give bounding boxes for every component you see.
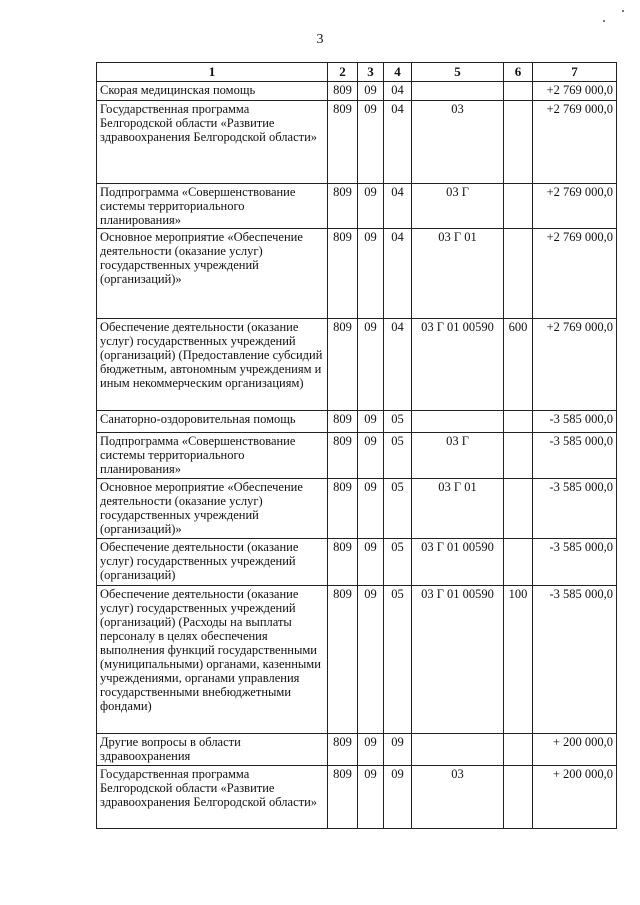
column-header: 6 (504, 63, 533, 82)
row-department-code: 809 (328, 734, 358, 766)
table-row (97, 82, 617, 101)
row-department-code: 809 (328, 586, 358, 734)
row-section-code: 09 (358, 82, 384, 101)
row-section-code: 09 (358, 319, 384, 411)
row-target-article: 03 Г (412, 433, 504, 479)
row-subsection-code: 05 (384, 586, 412, 734)
table-row (97, 319, 617, 411)
row-name: Основное мероприятие «Обеспечение деятельности (оказание услуг) государственных учреждений (организаций)» (97, 229, 328, 319)
row-amount: + 200 000,0 (533, 766, 617, 829)
row-name: Подпрограмма «Совершенствование системы территориального планирования» (97, 184, 328, 229)
row-name: Государственная программа Белгородской области «Развитие здравоохранения Белгородской области» (97, 101, 328, 184)
row-target-article: 03 Г 01 00590 (412, 586, 504, 734)
row-amount: -3 585 000,0 (533, 433, 617, 479)
row-department-code: 809 (328, 411, 358, 433)
row-expense-type (504, 411, 533, 433)
table-row (97, 539, 617, 586)
row-subsection-code: 05 (384, 411, 412, 433)
row-target-article: 03 Г 01 00590 (412, 539, 504, 586)
row-section-code: 09 (358, 586, 384, 734)
table-row (97, 433, 617, 479)
row-name: Обеспечение деятельности (оказание услуг) государственных учреждений (организаций) (97, 539, 328, 586)
column-header: 3 (358, 63, 384, 82)
row-department-code: 809 (328, 101, 358, 184)
table-row (97, 101, 617, 184)
row-section-code: 09 (358, 433, 384, 479)
row-department-code: 809 (328, 539, 358, 586)
table-row (97, 184, 617, 229)
row-amount: +2 769 000,0 (533, 101, 617, 184)
row-expense-type (504, 82, 533, 101)
row-amount: -3 585 000,0 (533, 479, 617, 539)
row-subsection-code: 09 (384, 766, 412, 829)
row-expense-type (504, 479, 533, 539)
row-name: Государственная программа Белгородской области «Развитие здравоохранения Белгородской области» (97, 766, 328, 829)
row-target-article: 03 (412, 766, 504, 829)
table-row (97, 411, 617, 433)
table-header-row (97, 63, 617, 82)
column-header: 2 (328, 63, 358, 82)
table-row (97, 229, 617, 319)
row-expense-type (504, 101, 533, 184)
row-name: Обеспечение деятельности (оказание услуг) государственных учреждений (организаций) (Расходы на выплаты персоналу в целях обеспечения выполнения функций государственными (муниципальными) органами, казенными учреждениями, органами управления государственными внебюджетными фондами) (97, 586, 328, 734)
table-row (97, 766, 617, 829)
row-name: Подпрограмма «Совершенствование системы территориального планирования» (97, 433, 328, 479)
row-subsection-code: 05 (384, 539, 412, 586)
row-target-article: 03 Г 01 (412, 229, 504, 319)
row-subsection-code: 04 (384, 82, 412, 101)
row-target-article (412, 734, 504, 766)
row-section-code: 09 (358, 539, 384, 586)
row-department-code: 809 (328, 433, 358, 479)
row-expense-type (504, 539, 533, 586)
column-header: 1 (97, 63, 328, 82)
row-subsection-code: 04 (384, 319, 412, 411)
row-amount: +2 769 000,0 (533, 319, 617, 411)
budget-table (96, 62, 617, 829)
page-number: 3 (316, 32, 324, 47)
row-amount: -3 585 000,0 (533, 539, 617, 586)
row-amount: +2 769 000,0 (533, 229, 617, 319)
row-expense-type (504, 766, 533, 829)
row-target-article: 03 Г (412, 184, 504, 229)
row-amount: -3 585 000,0 (533, 411, 617, 433)
row-subsection-code: 04 (384, 184, 412, 229)
row-expense-type: 100 (504, 586, 533, 734)
row-department-code: 809 (328, 766, 358, 829)
row-target-article: 03 Г 01 00590 (412, 319, 504, 411)
row-target-article: 03 Г 01 (412, 479, 504, 539)
table-row (97, 586, 617, 734)
scan-speck (622, 10, 624, 12)
table-row (97, 479, 617, 539)
row-expense-type (504, 184, 533, 229)
row-subsection-code: 04 (384, 229, 412, 319)
row-department-code: 809 (328, 229, 358, 319)
row-section-code: 09 (358, 184, 384, 229)
row-section-code: 09 (358, 101, 384, 184)
column-header: 7 (533, 63, 617, 82)
row-department-code: 809 (328, 82, 358, 101)
row-target-article (412, 82, 504, 101)
row-target-article (412, 411, 504, 433)
row-section-code: 09 (358, 734, 384, 766)
row-name: Скорая медицинская помощь (97, 82, 328, 101)
row-department-code: 809 (328, 319, 358, 411)
row-subsection-code: 05 (384, 479, 412, 539)
row-expense-type: 600 (504, 319, 533, 411)
column-header: 5 (412, 63, 504, 82)
row-section-code: 09 (358, 766, 384, 829)
row-subsection-code: 05 (384, 433, 412, 479)
row-expense-type (504, 433, 533, 479)
row-section-code: 09 (358, 479, 384, 539)
row-name: Обеспечение деятельности (оказание услуг) государственных учреждений (организаций) (Предоставление субсидий бюджетным, автономным учреждениям и иным некоммерческим организациям) (97, 319, 328, 411)
table-row (97, 734, 617, 766)
column-header: 4 (384, 63, 412, 82)
scan-speck (603, 20, 605, 22)
row-expense-type (504, 229, 533, 319)
row-amount: + 200 000,0 (533, 734, 617, 766)
row-name: Основное мероприятие «Обеспечение деятельности (оказание услуг) государственных учреждений (организаций)» (97, 479, 328, 539)
row-department-code: 809 (328, 479, 358, 539)
row-amount: +2 769 000,0 (533, 82, 617, 101)
row-target-article: 03 (412, 101, 504, 184)
row-section-code: 09 (358, 411, 384, 433)
row-amount: +2 769 000,0 (533, 184, 617, 229)
row-name: Санаторно-оздоровительная помощь (97, 411, 328, 433)
row-department-code: 809 (328, 184, 358, 229)
row-name: Другие вопросы в области здравоохранения (97, 734, 328, 766)
row-subsection-code: 09 (384, 734, 412, 766)
row-amount: -3 585 000,0 (533, 586, 617, 734)
row-expense-type (504, 734, 533, 766)
row-subsection-code: 04 (384, 101, 412, 184)
row-section-code: 09 (358, 229, 384, 319)
